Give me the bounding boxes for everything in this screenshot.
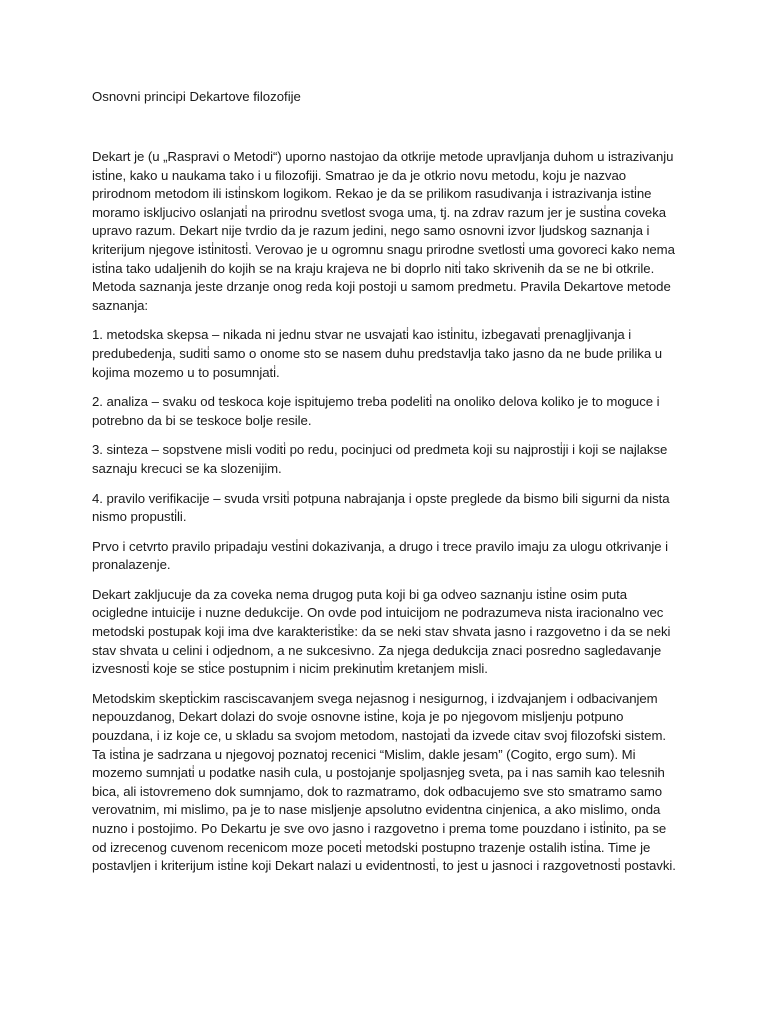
paragraph-cogito: Metodskim skepti̇ckim rasciscavanjem svega nejasnog i nesigurnog, i izdvajanjem i odbacivanjem nepouzdanog, Dekart dolazi do svoje osnovne isti̇ne, koja je po njegovom misljenju potpuno pouzdana, i iz koje ce, u skladu sa svojom metodom, nastojati̇ da izvede citav svoj filozofski sistem. Ta isti̇na je sadrzana u njegovoj poznatoj recenici “Mislim, dakle jesam” (Cogito, ergo sum). Mi mozemo sumnjati̇ u podatke nasih cula, u postojanje spoljasnjeg sveta, pa i nas samih kao telesnih bica, ali istovremeno dok sumnjamo, dok to razmatramo, dok odbacujemo sve sto smatramo samo verovatnim, mi mislimo, pa je to nase misljenje apsolutno evidentna cinjenica, a ako mislimo, onda nuzno i postojimo. Po Dekartu je sve ovo jasno i razgovetno i prema tome pouzdano i isti̇nito, pa se od izrecenog cuvenom recenicom moze poceti̇ metodski postupno trazenje ostalih isti̇na. Time je postavljen i kriterijum isti̇ne koji Dekart nalazi u evidentnosti̇, to jest u jasnoci i razgovetnosti̇ postavki.	[92, 690, 676, 874]
paragraph-rule-4: 4. pravilo verifikacije – svuda vrsiti̇ potpuna nabrajanja i opste preglede da bismo bili sigurni da nista nismo propusti̇li.	[92, 490, 670, 525]
paragraph-rule-1: 1. metodska skepsa – nikada ni jednu stvar ne usvajati̇ kao isti̇nitu, izbegavati̇ prenagljivanja i predubedenja, suditi̇ samo o onome sto se nasem duhu predstavlja tako jasno da ne bude prilika u kojima mozemo u to posumnjati̇.	[92, 327, 663, 380]
paragraph-rule-3: 3. sinteza – sopstvene misli voditi̇ po redu, pocinjuci od predmeta koji su najprosti̇ji i koji se najlakse saznaju krecuci se ka slozenijim.	[92, 442, 668, 476]
paragraph-rule-2: 2. analiza – svaku od teskoca koje ispitujemo treba podeliti̇ na onoliko delova koliko je to moguce i potrebno da bi se teskoce bolje resile.	[92, 394, 660, 428]
paragraph-rules-summary: Prvo i cetvrto pravilo pripadaju vesti̇ni dokazivanja, a drugo i trece pravilo imaju za ulogu otkrivanje i pronalazenje.	[92, 538, 669, 573]
paragraph-intro: Dekart je (u „Raspravi o Metodi“) uporno nastojao da otkrije metode upravljanja duhom u istrazivanju isti̇ne, kako u naukama tako i u filozofiji. Smatrao je da je otkrio novu metodu, koju je nazvao prirodnom metodom ili isti̇nskom logikom. Rekao je da se prilikom rasudivanja i istrazivanja isti̇ne moramo iskljucivo oslanjati̇ na prirodnu svetlost svoga uma, tj. na zdrav razum jer je susti̇na coveka upravo razum. Dekart nije tvrdio da je razum jedini, nego samo osnovni izvor ljudskog saznanja i kriterijum njegove isti̇nitosti̇. Verovao je u ogromnu snagu prirodne svetlosti̇ uma govoreci kako nema isti̇na tako udaljenih do kojih se na kraju krajeva ne bi doprlo niti̇ tako skrivenih da se ne bi otkrile. Metoda saznanja jeste drzanje onog reda koji postoji u samom predmetu. Pravila Dekartove metode saznanja:	[92, 149, 675, 313]
paragraph-intuition-deduction: Dekart zakljucuje da za coveka nema drugog puta koji bi ga odveo saznanju isti̇ne osim puta ocigledne intuicije i nuzne dedukcije. On ovde pod intuicijom ne podrazumeva nista iracionalno vec metodski postupak koji ima dve karakteristi̇ke: da se neki stav shvata jasno i razgovetno i da se neki stav shvata u celini i odjednom, a ne sukcesivno. Za njega dedukcija znaci posredno sagledavanje izvesnosti̇ koje se sti̇ce postupnim i nicim prekinuti̇m kretanjem misli.	[92, 586, 671, 677]
document-title: Osnovni principi Dekartove filozofije	[92, 89, 301, 104]
